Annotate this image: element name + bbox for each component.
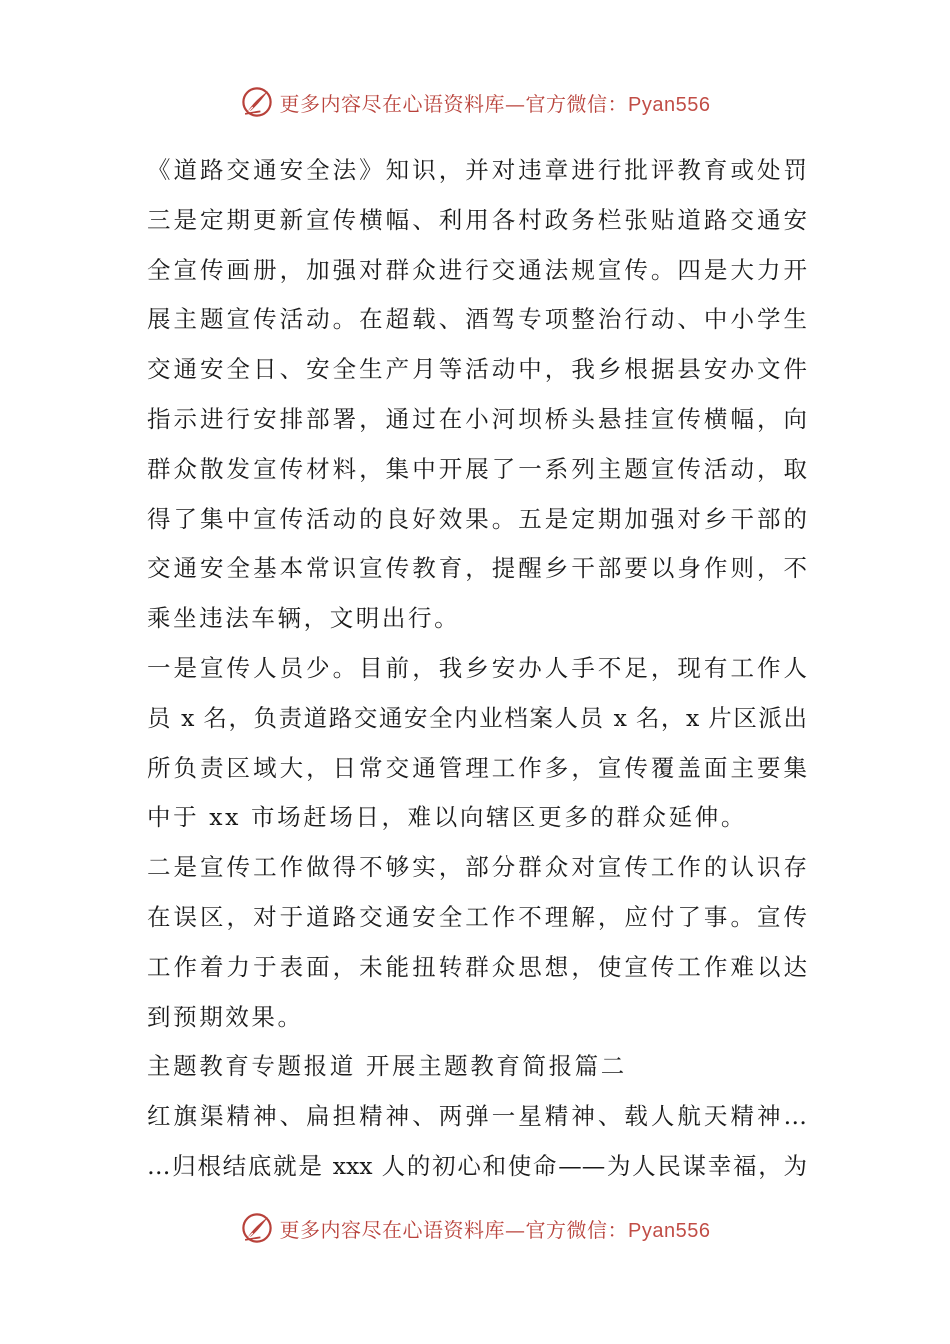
body-line: 红旗渠精神、扁担精神、两弹一星精神、载人航天精神… [147, 1102, 807, 1131]
body-line: 展主题宣传活动。在超载、酒驾专项整治行动、中小学生 [147, 305, 807, 334]
body-line: 工作着力于表面，未能扭转群众思想，使宣传工作难以达 [147, 952, 807, 981]
header-watermark-text [280, 88, 711, 117]
body-line: 全宣传画册，加强对群众进行交通法规宣传。四是大力开 [147, 255, 807, 284]
body-line: 中于 xx 市场赶场日，难以向辖区更多的群众延伸。 [147, 803, 747, 832]
section-heading: 主题教育专题报道 开展主题教育简报篇二 [147, 1052, 627, 1081]
body-line: 员 x 名，负责道路交通安全内业档案人员 x 名，x 片区派出 [147, 703, 807, 732]
footer-wechat-id: Pyan556 [628, 1219, 711, 1242]
body-line: 得了集中宣传活动的良好效果。五是定期加强对乡干部的 [147, 504, 807, 533]
footer-watermark-text [280, 1214, 711, 1243]
body-line: 群众散发宣传材料，集中开展了一系列主题宣传活动，取 [147, 454, 807, 483]
body-line: 在误区，对于道路交通安全工作不理解，应付了事。宣传 [147, 902, 807, 931]
body-line: …归根结底就是 xxx 人的初心和使命——为人民谋幸福，为 [147, 1151, 807, 1180]
header-watermark-label: 更多内容尽在心语资料库—官方微信： [279, 91, 629, 116]
header-wechat-id: Pyan556 [628, 93, 711, 116]
body-line: 三是定期更新宣传横幅、利用各村政务栏张贴道路交通安 [147, 205, 807, 234]
body-line: 《道路交通安全法》知识，并对违章进行批评教育或处罚 [147, 156, 807, 184]
header-watermark-banner [0, 82, 950, 122]
quill-logo-icon [240, 85, 274, 119]
body-line: 交通安全日、安全生产月等活动中，我乡根据县安办文件 [147, 355, 807, 384]
body-line: 一是宣传人员少。目前，我乡安办人手不足，现有工作人 [147, 653, 807, 682]
quill-logo-icon [240, 1211, 274, 1245]
body-line: 二是宣传工作做得不够实，部分群众对宣传工作的认识存 [147, 853, 807, 882]
body-line: 到预期效果。 [147, 1002, 304, 1031]
footer-watermark-label: 更多内容尽在心语资料库—官方微信： [279, 1217, 629, 1242]
body-line: 指示进行安排部署，通过在小河坝桥头悬挂宣传横幅，向 [147, 404, 807, 433]
document-body [147, 146, 807, 1192]
body-line: 交通安全基本常识宣传教育，提醒乡干部要以身作则，不 [147, 554, 807, 583]
footer-watermark-banner [0, 1208, 950, 1248]
footer-watermark [240, 1211, 711, 1245]
body-line: 乘坐违法车辆，文明出行。 [147, 604, 461, 633]
header-watermark [240, 85, 711, 119]
body-line: 所负责区域大，日常交通管理工作多，宣传覆盖面主要集 [147, 753, 807, 782]
